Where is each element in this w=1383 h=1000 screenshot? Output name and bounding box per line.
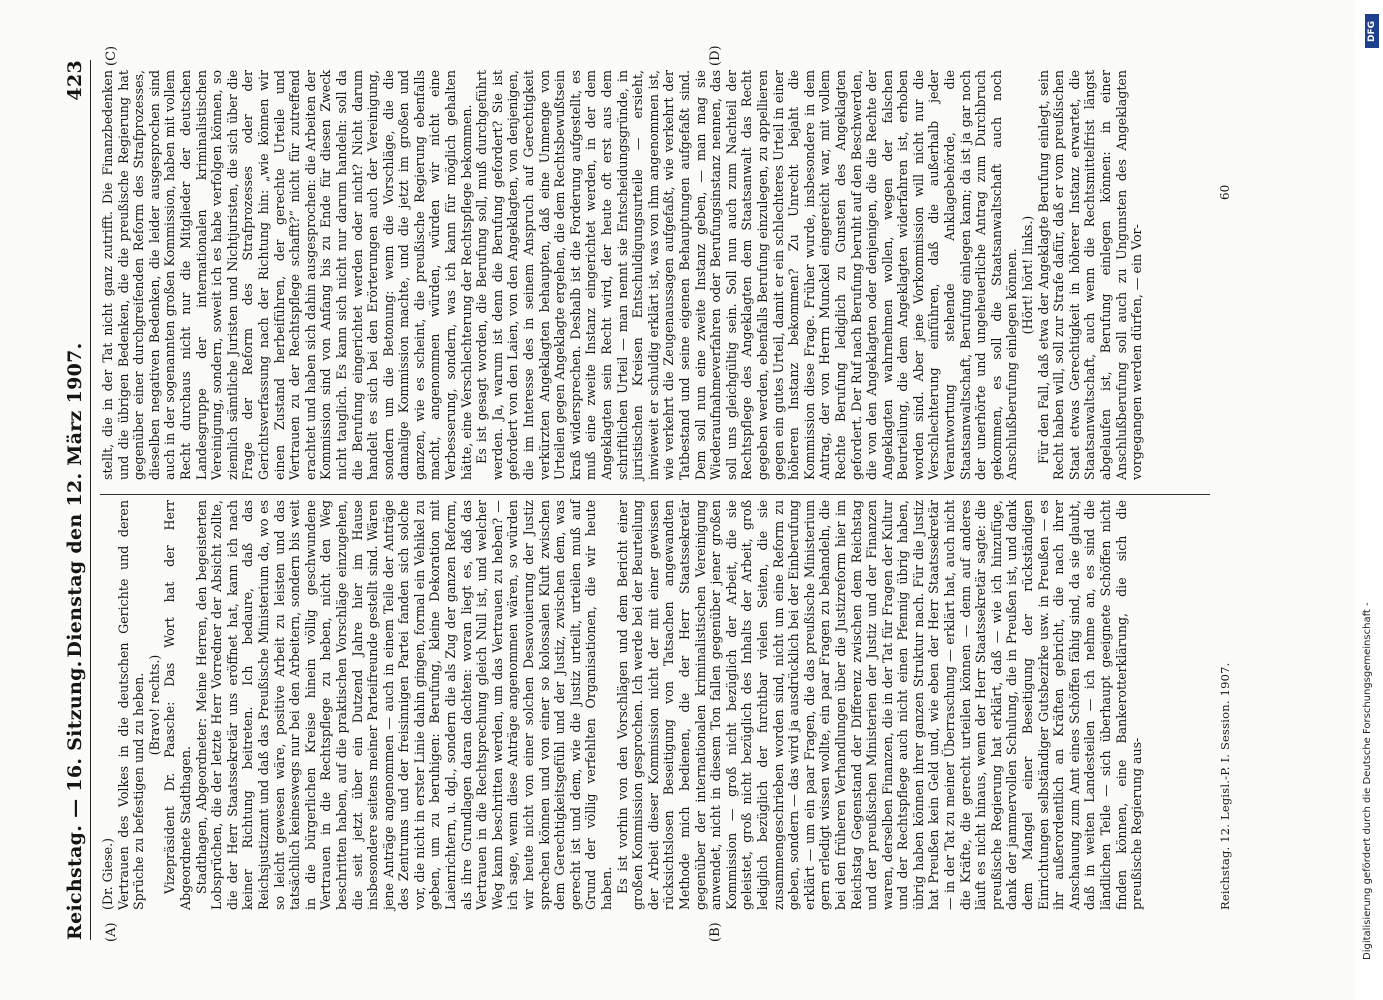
paragraph: Vertrauen des Volkes in die deutschen Gerichte und deren Sprüche zu befestigen und zu heben. [115, 500, 147, 910]
dfg-logo: DFG [1365, 14, 1379, 48]
left-column [100, 500, 1145, 910]
margin-mark-a: (A) [104, 922, 119, 942]
column-divider [100, 494, 1210, 495]
paragraph: Stadthagen, Abgeordneter: Meine Herren, den begeisterten Lobsprüchen, die der letzte Herr Vorredner der Absicht zollte, die der Herr Staatssekretär uns eröffnet hat, kann ich nach keiner Richtung beitreten. Ich bedaure, daß das Reichsjustizamt und daß das Preußische Ministerium da, wo es so leicht gewesen wäre, positive Arbeit zu leisten und das tatsächlich keineswegs nur bei den Arbeitern, sondern bis weit in die bürgerlichen Kreise hinein völlig geschwundene Vertrauen in die Rechtspflege zu heben, nicht den Weg beschritten haben, auf die praktischen Vorschläge einzugehen, die seit jetzt über ein Dutzend Jahre hier im Hause insbesondere seitens meiner Parteifreunde gestellt sind. Wären jene Anträge angenommen — auch in einem Teile der Anträge des Zentrums und der freisinnigen Partei fanden sich solche vor, die nicht in erster Linie dahin gingen, formal ein Vehikel zu geben, um zu beruhigen: Berufung, kleine Dekoration mit Laienrichtern, u. dgl., sondern die als Zug der ganzen Reform, als ihre Grundlagen daran dachten: woran liegt es, daß das Vertrauen in die Rechtsprechung gleich Null ist, und welcher Weg kann beschritten werden, um das Vertrauen zu heben? — ich sage, wenn diese Anträge angenommen wären, so würden wir heute nicht von einer solchen Desavouierung der Justiz sprechen können und von einer so kolossalen Kluft zwischen dem Gerechtigkeitsgefühl und der Justiz, zwischen dem, was gerecht ist und dem, wie die Justiz urteilt, urteilen muß auf Grund der völlig verfehlten Organisationen, die wir heute haben. [193, 500, 614, 910]
page-number: 423 [64, 60, 86, 101]
running-head [60, 60, 91, 940]
header-left: Reichstag. — 16. Sitzung. [64, 660, 86, 940]
paragraph: Für den Fall, daß etwa der Angeklagte Berufung einlegt, sein Recht haben will, soll zur Strafe dafür, daß er vom preußischen Staat etwas Gerechtigkeit in höherer Instanz erwartet, die Staatsanwaltschaft, auch wenn die Rechtsmittelfrist längst abgelaufen ist, Berufung einlegen können: in einer Anschlußberufung soll auch zu Ungunsten des Angeklagten vorgegangen werden dürfen, — ein Vor- [1035, 70, 1145, 480]
header-date: Dienstag den 12. März 1907. [64, 342, 86, 658]
margin-mark-c: (C) [104, 45, 119, 66]
signature-number: 60 [1218, 184, 1232, 200]
speaker-continuation: (Dr. Giese.) [100, 837, 115, 910]
paragraph: Es ist vorhin von den Vorschlägen und dem Bericht einer großen Kommission gesprochen. Ich werde bei der Beurteilung der Arbeit dieser Kommission nicht der mit einer gewissen rücksichtslosen Beseitigung von Tatsachen angewandten Methode mich bedienen, die der Herr Staatssekretär gegenüber der internationalen kriminalistischen Vereinigung anwendet, nicht in diesem Ton fallen gegenüber jener großen Kommission — groß nicht bezüglich der Arbeit, die sie geleistet, groß nicht bezüglich des Inhalts der Arbeit, groß lediglich bezüglich der furchtbar vielen Seiten, die sie zusammengeschrieben worden sind, nicht um eine Reform zu geben, sondern — das wird ja ausdrücklich bei der Einberufung erklärt — um ein paar Fragen, die das preußische Ministerium gern erledigt wissen wollte, ein paar Fragen zu behandeln, die bei den früheren Verhandlungen über die Justizreform hier im Reichstag Gegenstand der Differenz zwischen dem Reichstag und der preußischen Ministerien der Justiz und der Finanzen waren, derselben Finanzen, die in der Tat für Fragen der Kultur und der Rechtspflege auch nicht einen Pfennig übrig haben, übrig haben können ihrer ganzen Struktur nach. Für die Justiz hat Preußen kein Geld und, wie eben der Herr Staatssekretär — in der Tat zu meiner Überraschung — erklärt hat, auch nicht die Kräfte, die gerecht urteilen können — denn auf anderes läuft es nicht hinaus, wenn der Herr Staatssekretär sagte: die preußische Regierung hat erklärt, daß — wie ich hinzufüge, dank der jammervollen Schulung, die in Preußen ist, und dank dem Mangel einer Beseitigung der rückständigen Einrichtungen selbständiger Gutsbezirke usw. in Preußen — es ihr außerordentlich an Kräften gebricht, die nach ihrer Anschauung zum Amt eines Schöffen fähig sind, da sie glaubt, daß in weiten Landesteilen — ich nehme an, es sind die ländlichen Teile — sich überhaupt geeignete Schöffen nicht finden können, eine Bankerotterklärung, die sich die preußische Regierung aus- [614, 500, 1145, 910]
margin-mark-b: (B) [708, 922, 723, 942]
paragraph: stellt, die in der Tat nicht ganz zutrifft. Die Finanzbedenken und die übrigen Bedenken, die die preußische Regierung hat gegenüber einer durchgreifenden Reform des Strafprozesses, dieselben negativen Bedenken, die leider ausgesprochen sind auch in der sogenannten großen Kommission, haben mit vollem Recht durchaus nicht nur die Mitglieder der deutschen Landesgruppe der internationalen kriminalistischen Vereinigung, sondern, soweit ich es habe verfolgen können, so ziemlich sämtliche Juristen und Nichtjuristen, die sich über die Frage der Reform des Strafprozesses oder der Gerichtsverfassung nach der Richtung hin: „wie können wir einen Zustand herbeiführen, der gerechte Urteile und Vertrauen zu der Rechtspflege schafft?“ nicht für zutreffend erachtet und haben sich dahin ausgesprochen: die Arbeiten der Kommission sind von Anfang bis zu Ende für diesen Zweck nicht tauglich. Es kann sich nicht nur darum handeln: soll da die Berufung eingerichtet werden oder nicht? Nicht darum handelt es sich bei den Erörterungen auch der Vereinigung, sondern um die Betonung: wenn die Vorschläge, die die damalige Kommission machte, und die jetzt im großen und ganzen, wie es scheint, die preußische Regierung ebenfalls macht, angenommen würden, würden wir nicht eine Verbesserung, sondern, was ich kann für möglich gehalten hätte, eine Verschlechterung der Rechtspflege bekommen. [100, 70, 474, 480]
margin-mark-d: (D) [708, 45, 723, 66]
right-column [100, 70, 1145, 480]
interjection: (Bravo! rechts.) [146, 654, 162, 756]
interjection: (Hört! hört! links.) [1020, 215, 1036, 335]
dfg-credit-text: Digitalisierung gefördert durch die Deutsche Forschungsgemeinschaft - [1362, 602, 1373, 960]
footer-citation: Reichstag. 12. Legisl.-P. I. Session. 1907. [1218, 662, 1232, 910]
paragraph: Vizepräsident Dr. Paasche: Das Wort hat der Herr Abgeordnete Stadthagen. [162, 500, 193, 910]
paragraph: Es ist gesagt worden, die Berufung soll, muß durchgeführt werden. Ja, warum ist denn die Berufung gefordert? Sie ist gefordert von den Laien, von den Angeklagten, von denjenigen, die im Interesse des in seinem Anspruch auf Gerechtigkeit verkürzten Angeklagten behaupten, daß eine Unmenge von Urteilen gegen Angeklagte ergehen, die dem Rechtsbewußtsein kraß widersprechen. Deshalb ist die Forderung aufgestellt, es muß eine zweite Instanz eingerichtet werden, in der dem Angeklagten sein Recht wird, der heute oft erst aus dem schriftlichen Urteil — man nennt sie Entscheidungsgründe, in juristischen Kreisen Entschuldigungsurteile — ersieht, inwieweit er schuldig erklärt ist, was von ihm angenommen ist, wie verkehrt die Zeugenaussagen aufgefaßt, wie verkehrt der Tatbestand und seine eigenen Behauptungen aufgefaßt sind. Dem soll nun eine zweite Instanz geben, — man mag sie Wiederaufnahmeverfahren oder Berufungsinstanz nennen, das soll uns gleichgültig sein. Soll nun auch zum Nachteil der Rechtspflege des Angeklagten dem Staatsanwalt das Recht gegeben werden, ebenfalls Berufung einzulegen, zu appellieren gegen ein gutes Urteil, damit er ein schlechteres Urteil in einer höheren Instanz bekommen? Zu Unrecht bejaht die Kommission diese Frage. Früher wurde, insbesondere in dem Antrag, der von Herrn Munckel eingereicht war, mit vollem Rechte Berufung lediglich zu Gunsten des Angeklagten gefordert. Der Ruf nach Berufung beruht auf den Beschwerden, die von den Angeklagten oder denjenigen, die die Rechte der Angeklagten wahrnehmen wollen, wegen der falschen Beurteilung, die dem Angeklagten widerfahren ist, erhoben worden sind. Aber jene Vorkommission will nicht nur die Verschlechterung einführen, daß die außerhalb jeder Verantwortung stehende Anklagebehörde, die Staatsanwaltschaft, Berufung einlegen kann; da ist ja gar noch der unerhörte und ungeheuerliche Antrag zum Durchbruch gekommen, es soll die Staatsanwaltschaft auch noch Anschlußberufung einlegen können. [474, 70, 1020, 480]
